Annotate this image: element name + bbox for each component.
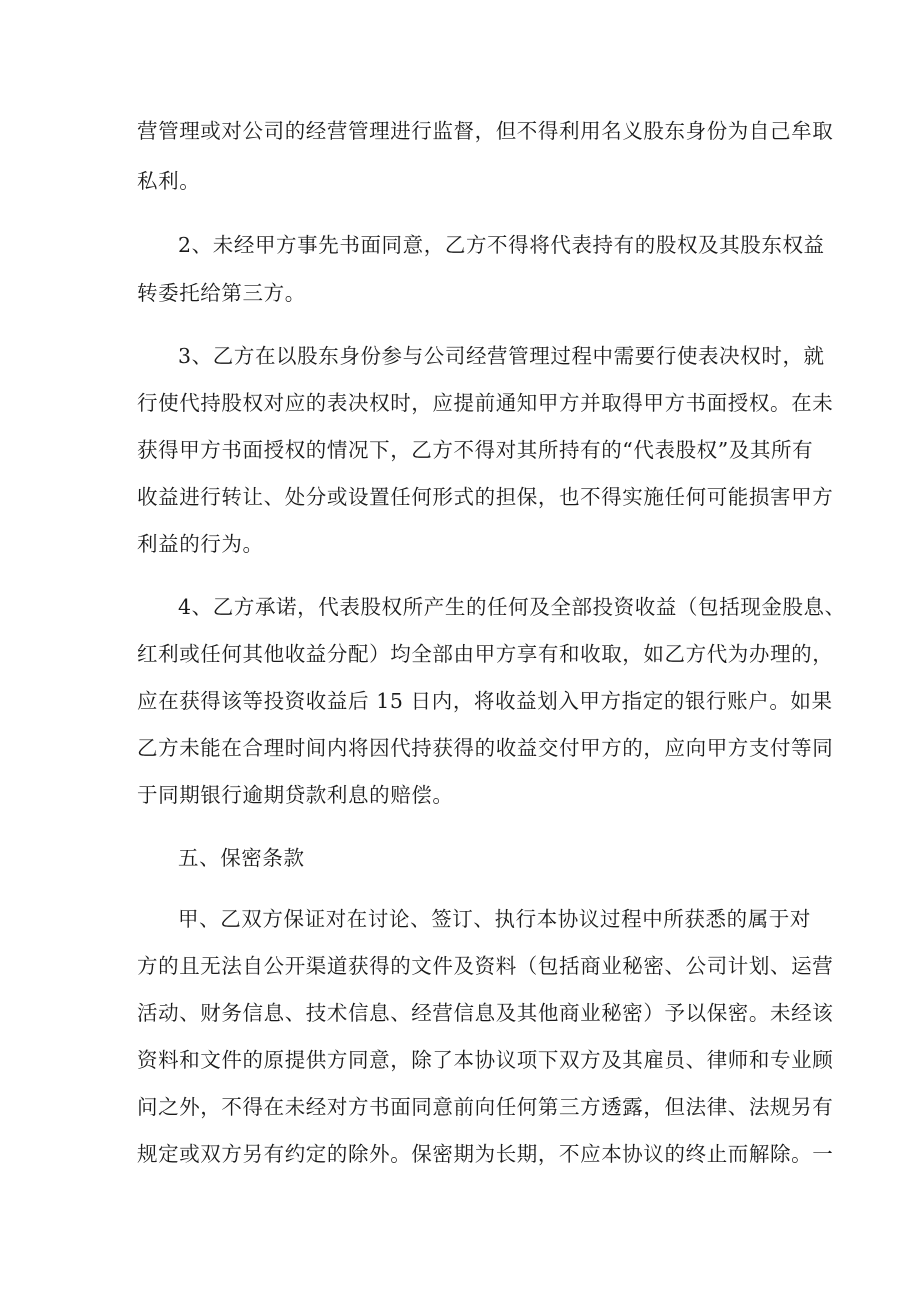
confidentiality-line: 甲、乙双方保证对在讨论、签订、执行本协议过程中所获悉的属于对: [178, 907, 811, 931]
clause-2-line: 转委托给第三方。: [137, 281, 306, 305]
clause-4-line: 乙方未能在合理时间内将因代持获得的收益交付甲方的，应向甲方支付等同: [137, 736, 834, 760]
clause-3-line: 行使代持股权对应的表决权时，应提前通知甲方并取得甲方书面授权。在未: [137, 391, 834, 415]
clause-4-line: 应在获得该等投资收益后 15 日内，将收益划入甲方指定的银行账户。如果: [137, 689, 833, 713]
clause-4-line: 红利或任何其他收益分配）均全部由甲方享有和收取，如乙方代为办理的，: [137, 642, 834, 666]
section-heading: 五、保密条款: [178, 846, 305, 870]
clause-3-line: 收益进行转让、处分或设置任何形式的担保，也不得实施任何可能损害甲方: [137, 485, 834, 509]
clause-4-line: 于同期银行逾期贷款利息的赔偿。: [137, 783, 454, 807]
clause-3-line: 利益的行为。: [137, 532, 264, 556]
clause-2-line: 2、未经甲方事先书面同意，乙方不得将代表持有的股权及其股东权益: [178, 233, 825, 257]
confidentiality-line: 活动、财务信息、技术信息、经营信息及其他商业秘密）予以保密。未经该: [137, 1001, 834, 1025]
confidentiality-line: 方的且无法自公开渠道获得的文件及资料（包括商业秘密、公司计划、运营: [137, 954, 834, 978]
confidentiality-line: 规定或双方另有约定的除外。保密期为长期，不应本协议的终止而解除。一: [137, 1142, 834, 1166]
clause-3-line: 获得甲方书面授权的情况下，乙方不得对其所持有的“代表股权”及其所有: [137, 438, 814, 462]
clause-3-line: 3、乙方在以股东身份参与公司经营管理过程中需要行使表决权时，就: [178, 344, 825, 368]
confidentiality-line: 资料和文件的原提供方同意，除了本协议项下双方及其雇员、律师和专业顾: [137, 1048, 834, 1072]
clause-4-line: 4、乙方承诺，代表股权所产生的任何及全部投资收益（包括现金股息、: [178, 595, 846, 619]
paragraph-continuation-line: 营管理或对公司的经营管理进行监督，但不得利用名义股东身份为自己牟取: [137, 119, 834, 143]
paragraph-continuation-line: 私利。: [137, 169, 201, 193]
confidentiality-line: 问之外，不得在未经对方书面同意前向任何第三方透露，但法律、法规另有: [137, 1095, 834, 1119]
